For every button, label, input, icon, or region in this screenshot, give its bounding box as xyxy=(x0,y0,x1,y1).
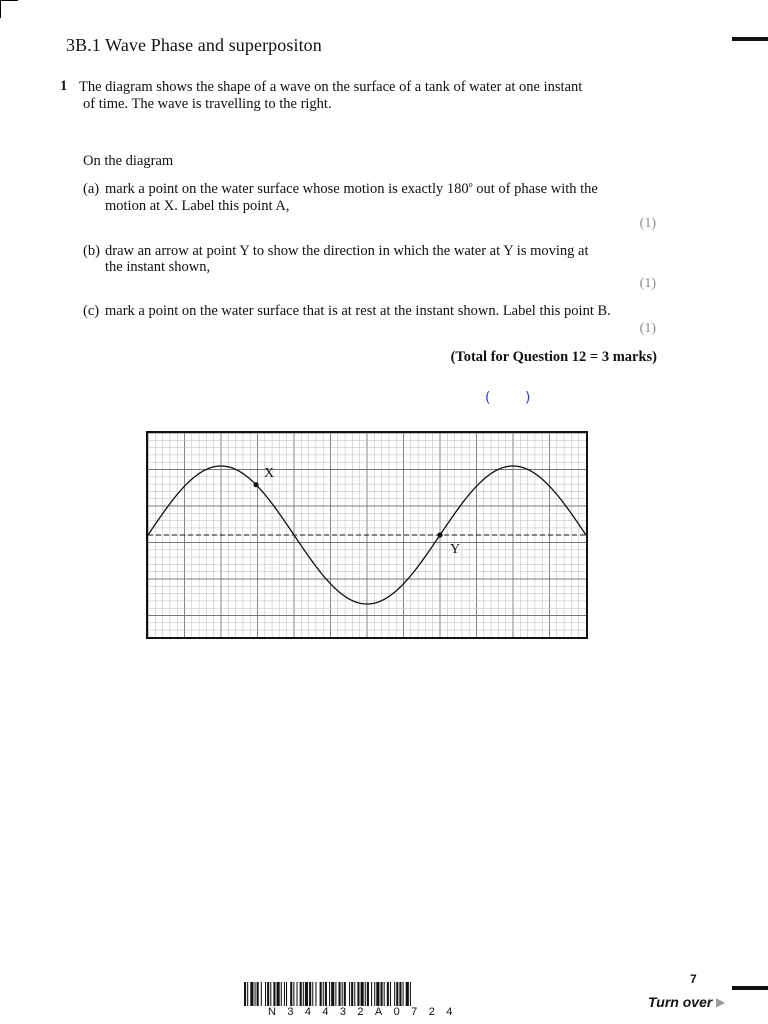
barcode-bar xyxy=(339,982,341,1006)
barcode-bar xyxy=(357,982,359,1006)
barcode-bar xyxy=(244,982,246,1006)
barcode-bar xyxy=(325,982,327,1006)
part-a-line1-pre: mark a point on the water surface whose motion is exactly 180 xyxy=(105,181,469,197)
barcode-bar xyxy=(247,982,248,1006)
part-a-line2: motion at X. Label this point A, xyxy=(105,198,290,214)
barcode-bar xyxy=(384,982,385,1006)
barcode-bar xyxy=(305,982,308,1006)
barcode-bar xyxy=(309,982,311,1006)
barcode-bar xyxy=(335,982,336,1006)
part-a-label: (a) xyxy=(83,181,100,197)
barcode-bar xyxy=(257,982,259,1006)
answer-bracket-open: ( xyxy=(485,390,491,406)
barcode-bar xyxy=(329,982,330,1006)
barcode-bar xyxy=(315,982,316,1006)
barcode-bar xyxy=(265,982,266,1006)
part-a-marks: (1) xyxy=(639,216,656,231)
degree-symbol: o xyxy=(468,180,473,189)
part-c-marks: (1) xyxy=(639,321,656,336)
barcode-bar xyxy=(312,982,313,1006)
point-x-marker xyxy=(253,482,258,487)
barcode-bar xyxy=(374,982,375,1006)
barcode-bar xyxy=(367,982,369,1006)
barcode-bar xyxy=(293,982,294,1006)
barcode-bar xyxy=(270,982,271,1006)
barcode-bar xyxy=(297,982,298,1006)
barcode-bar xyxy=(365,982,366,1006)
barcode-bar xyxy=(410,982,411,1006)
barcode-bar xyxy=(349,982,350,1006)
barcode-bar xyxy=(290,982,292,1006)
barcode-bar xyxy=(303,982,304,1006)
barcode-bar xyxy=(394,982,395,1006)
barcode xyxy=(242,982,524,1006)
margin-bar-bottom xyxy=(732,986,768,990)
barcode-bar xyxy=(273,982,275,1006)
crop-mark-horizontal xyxy=(0,0,18,1)
barcode-bar xyxy=(344,982,346,1006)
barcode-bar xyxy=(255,982,256,1006)
point-y-marker xyxy=(437,532,442,537)
barcode-bar xyxy=(376,982,379,1006)
barcode-bar xyxy=(331,982,334,1006)
barcode-bar xyxy=(300,982,302,1006)
barcode-bar xyxy=(286,982,287,1006)
question-intro-line1: The diagram shows the shape of a wave on the surface of a tank of water at one instant xyxy=(79,79,583,95)
part-b-marks: (1) xyxy=(639,276,656,291)
turn-over-text: Turn over xyxy=(648,994,713,1010)
part-a-line1 xyxy=(105,181,598,198)
part-b-line1: draw an arrow at point Y to show the direction in which the water at Y is moving at xyxy=(105,243,589,259)
barcode-bar xyxy=(351,982,353,1006)
question-total: (Total for Question 12 = 3 marks) xyxy=(450,349,657,365)
barcode-bar xyxy=(354,982,355,1006)
barcode-bar xyxy=(396,982,398,1006)
barcode-bar xyxy=(371,982,372,1006)
crop-mark-vertical xyxy=(0,0,1,18)
barcode-bar xyxy=(361,982,364,1006)
point-x-label: X xyxy=(264,466,275,481)
barcode-bar xyxy=(281,982,282,1006)
turn-over-arrow-icon: ▶ xyxy=(716,995,726,1009)
barcode-bar xyxy=(406,982,409,1006)
barcode-number: N34432A0724 xyxy=(268,1006,464,1018)
barcode-bar xyxy=(381,982,383,1006)
question-intro-line2: of time. The wave is travelling to the right. xyxy=(83,96,332,112)
barcode-bar xyxy=(261,982,262,1006)
part-b-line2: the instant shown, xyxy=(105,259,211,275)
part-c-label: (c) xyxy=(83,303,100,319)
barcode-bar xyxy=(342,982,343,1006)
point-y-label: Y xyxy=(450,542,461,557)
wave-diagram xyxy=(146,431,588,639)
barcode-bar xyxy=(320,982,322,1006)
part-c-line1: mark a point on the water surface that is at rest at the instant shown. Label this point B. xyxy=(105,303,611,319)
question-number: 1 xyxy=(60,78,68,94)
barcode-bar xyxy=(284,982,285,1006)
answer-bracket-close: ) xyxy=(525,390,531,406)
barcode-bar xyxy=(250,982,253,1006)
on-diagram-text: On the diagram xyxy=(83,153,174,169)
barcode-bar xyxy=(323,982,324,1006)
barcode-bar xyxy=(390,982,391,1006)
barcode-bar xyxy=(277,982,280,1006)
part-a-line1-post: out of phase with the xyxy=(472,181,598,197)
barcode-bar xyxy=(403,982,404,1006)
section-title: 3B.1 Wave Phase and superpositon xyxy=(66,35,322,55)
page-number: 7 xyxy=(690,972,697,986)
barcode-bar xyxy=(267,982,269,1006)
margin-bar-top xyxy=(732,37,768,41)
barcode-bar xyxy=(399,982,401,1006)
barcode-bar xyxy=(387,982,389,1006)
part-b-label: (b) xyxy=(83,243,100,259)
